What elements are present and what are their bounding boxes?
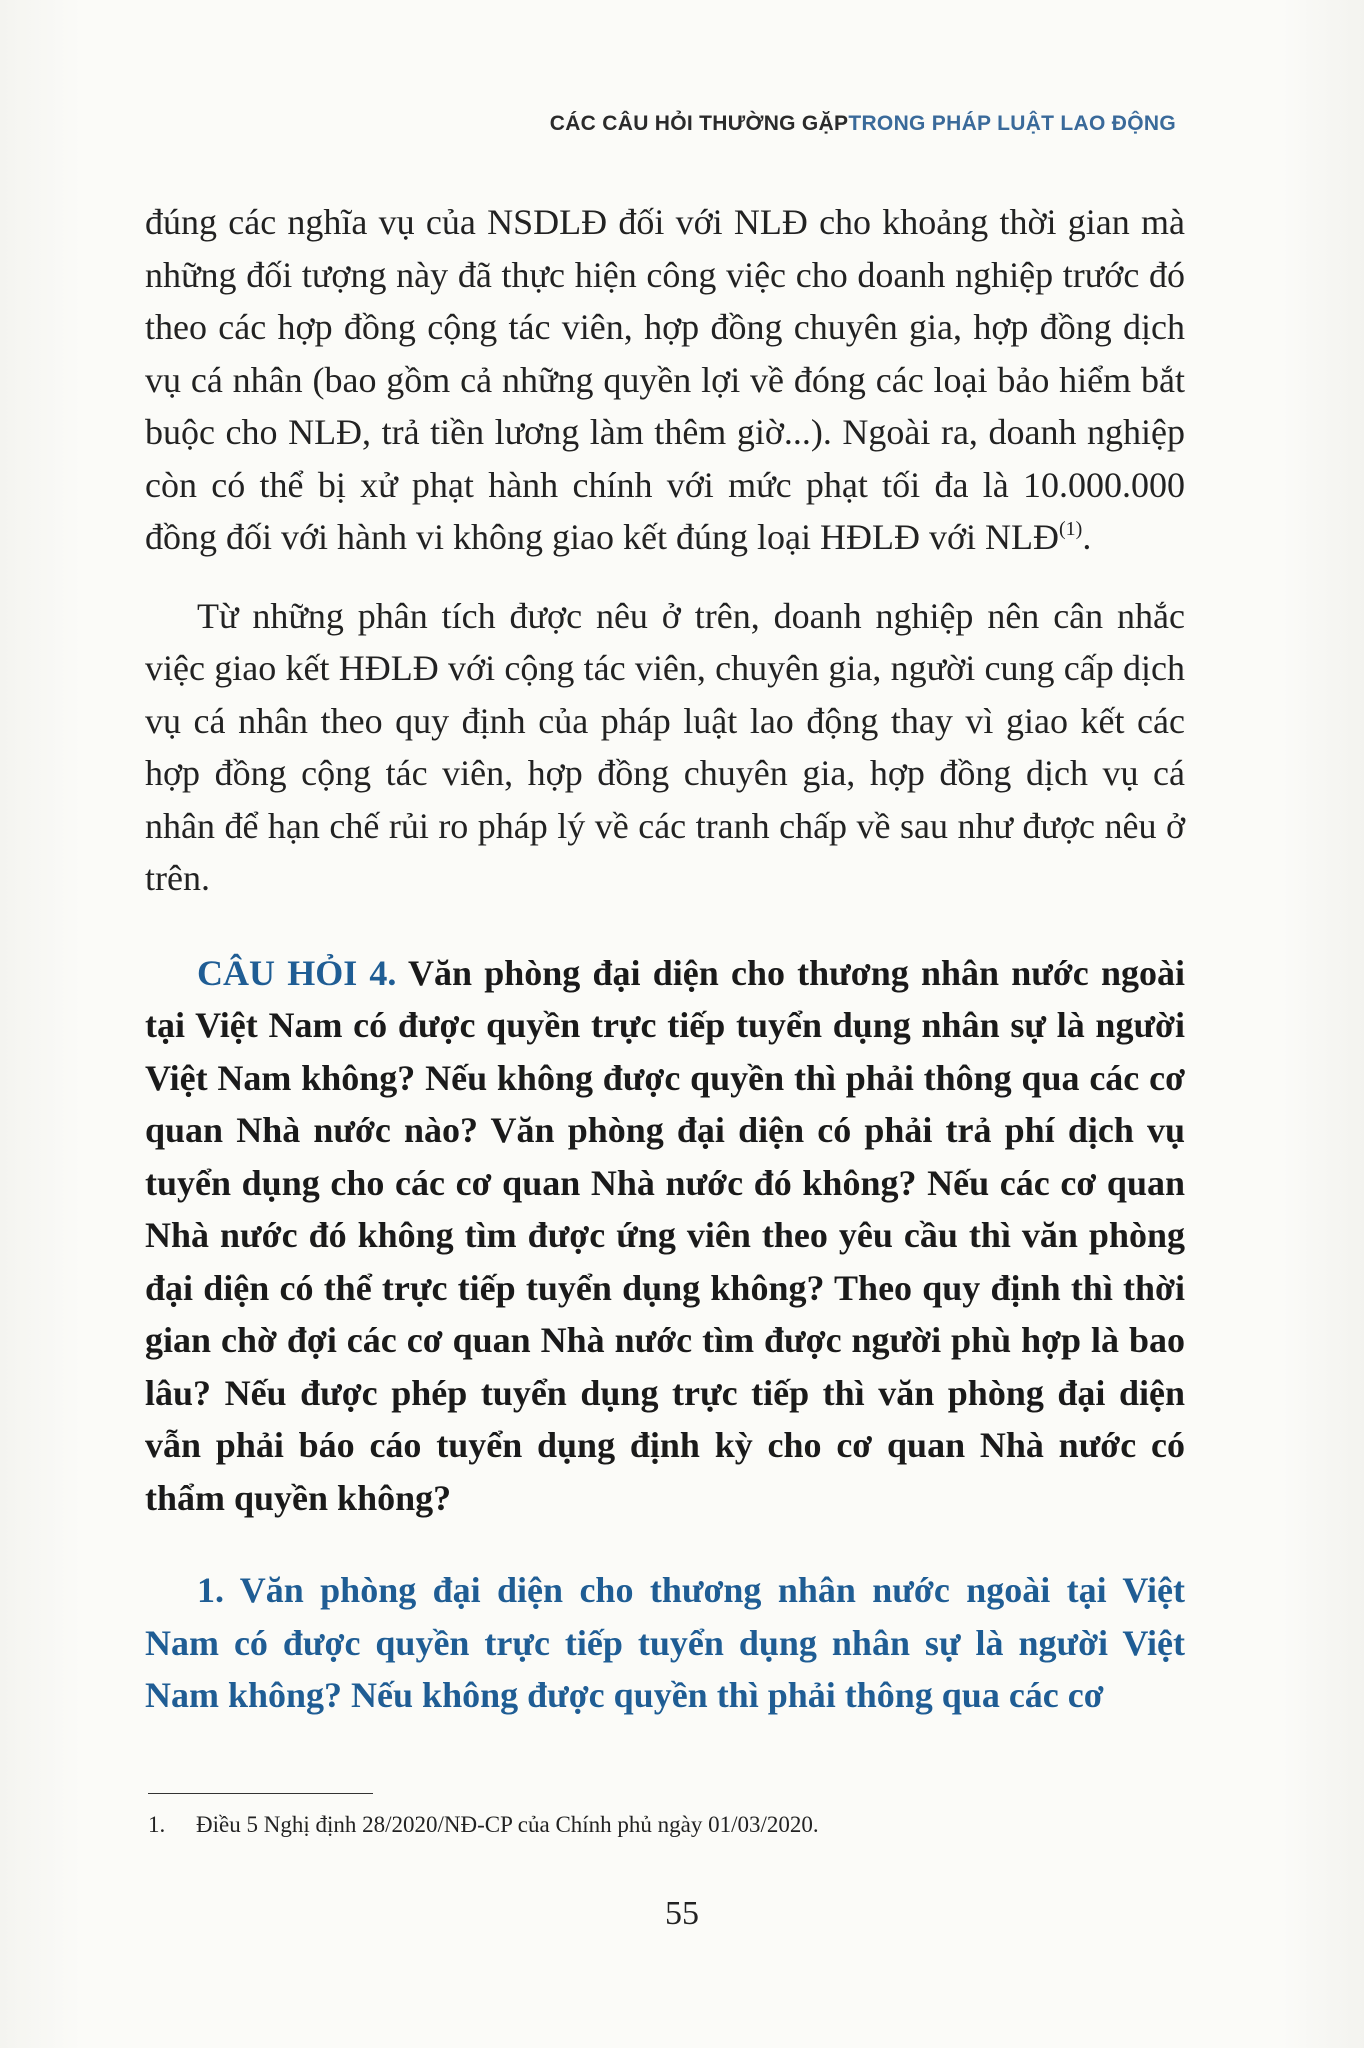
- question-label: CÂU HỎI 4.: [197, 952, 397, 993]
- footnote-reference: (1): [1058, 518, 1083, 540]
- paragraph-recommendation: Từ những phân tích được nêu ở trên, doanh nghiệp nên cân nhắc việc giao kết HĐLĐ với cộng tác viên, chuyên gia, người cung cấp dịch vụ cá nhân theo quy định của pháp luật lao động thay vì giao kết các hợp đồng cộng tác viên, hợp đồng chuyên gia, hợp đồng dịch vụ cá nhân để hạn chế rủi ro pháp lý về các tranh chấp về sau như được nêu ở trên.: [145, 595, 1185, 898]
- running-header: [550, 112, 1176, 136]
- question-text: Văn phòng đại diện cho thương nhân nước ngoài tại Việt Nam có được quyền trực tiếp tuyển dụng nhân sự là người Việt Nam không? Nếu không được quyền thì phải thông qua các cơ quan Nhà nước nào? Văn phòng đại diện có phải trả phí dịch vụ tuyển dụng cho các cơ quan Nhà nước đó không? Nếu các cơ quan Nhà nước đó không tìm được ứng viên theo yêu cầu thì văn phòng đại diện có thể trực tiếp tuyển dụng không? Theo quy định thì thời gian chờ đợi các cơ quan Nhà nước tìm được người phù hợp là bao lâu? Nếu được phép tuyển dụng trực tiếp thì văn phòng đại diện vẫn phải báo cáo tuyển dụng định kỳ cho cơ quan Nhà nước có thẩm quyền không?: [145, 952, 1185, 1518]
- footnote: [148, 1808, 1188, 1842]
- spacer: [145, 905, 1185, 947]
- running-header-part1: CÁC CÂU HỎI THƯỜNG GẶP: [549, 112, 849, 135]
- paragraph-continued-end: .: [1082, 517, 1092, 557]
- spacer: [145, 564, 1185, 590]
- footnote-number: 1.: [148, 1812, 166, 1837]
- page-content: [145, 196, 1185, 1722]
- question-block: [145, 947, 1185, 1525]
- section-subheading: 1. Văn phòng đại diện cho thương nhân nước ngoài tại Việt Nam có được quyền trực tiếp tuyển dụng nhân sự là người Việt Nam không? Nếu không được quyền thì phải thông qua các cơ: [145, 1570, 1185, 1715]
- footnote-text: Điều 5 Nghị định 28/2020/NĐ-CP của Chính phủ ngày 01/03/2020.: [196, 1812, 819, 1837]
- paragraph-continued-text: đúng các nghĩa vụ của NSDLĐ đối với NLĐ cho khoảng thời gian mà những đối tượng này đã thực hiện công việc cho doanh nghiệp trước đó theo các hợp đồng cộng tác viên, hợp đồng chuyên gia, hợp đồng dịch vụ cá nhân (bao gồm cả những quyền lợi về đóng các loại bảo hiểm bắt buộc cho NLĐ, trả tiền lương làm thêm giờ...). Ngoài ra, doanh nghiệp còn có thể bị xử phạt hành chính với mức phạt tối đa là 10.000.000 đồng đối với hành vi không giao kết đúng loại HĐLĐ với NLĐ: [145, 202, 1185, 557]
- paragraph-continued: [145, 196, 1185, 564]
- footnote-divider: [148, 1793, 373, 1794]
- spacer: [145, 1524, 1185, 1564]
- running-header-part2: TRONG PHÁP LUẬT LAO ĐỘNG: [848, 112, 1176, 135]
- page-number: 55: [665, 1895, 699, 1932]
